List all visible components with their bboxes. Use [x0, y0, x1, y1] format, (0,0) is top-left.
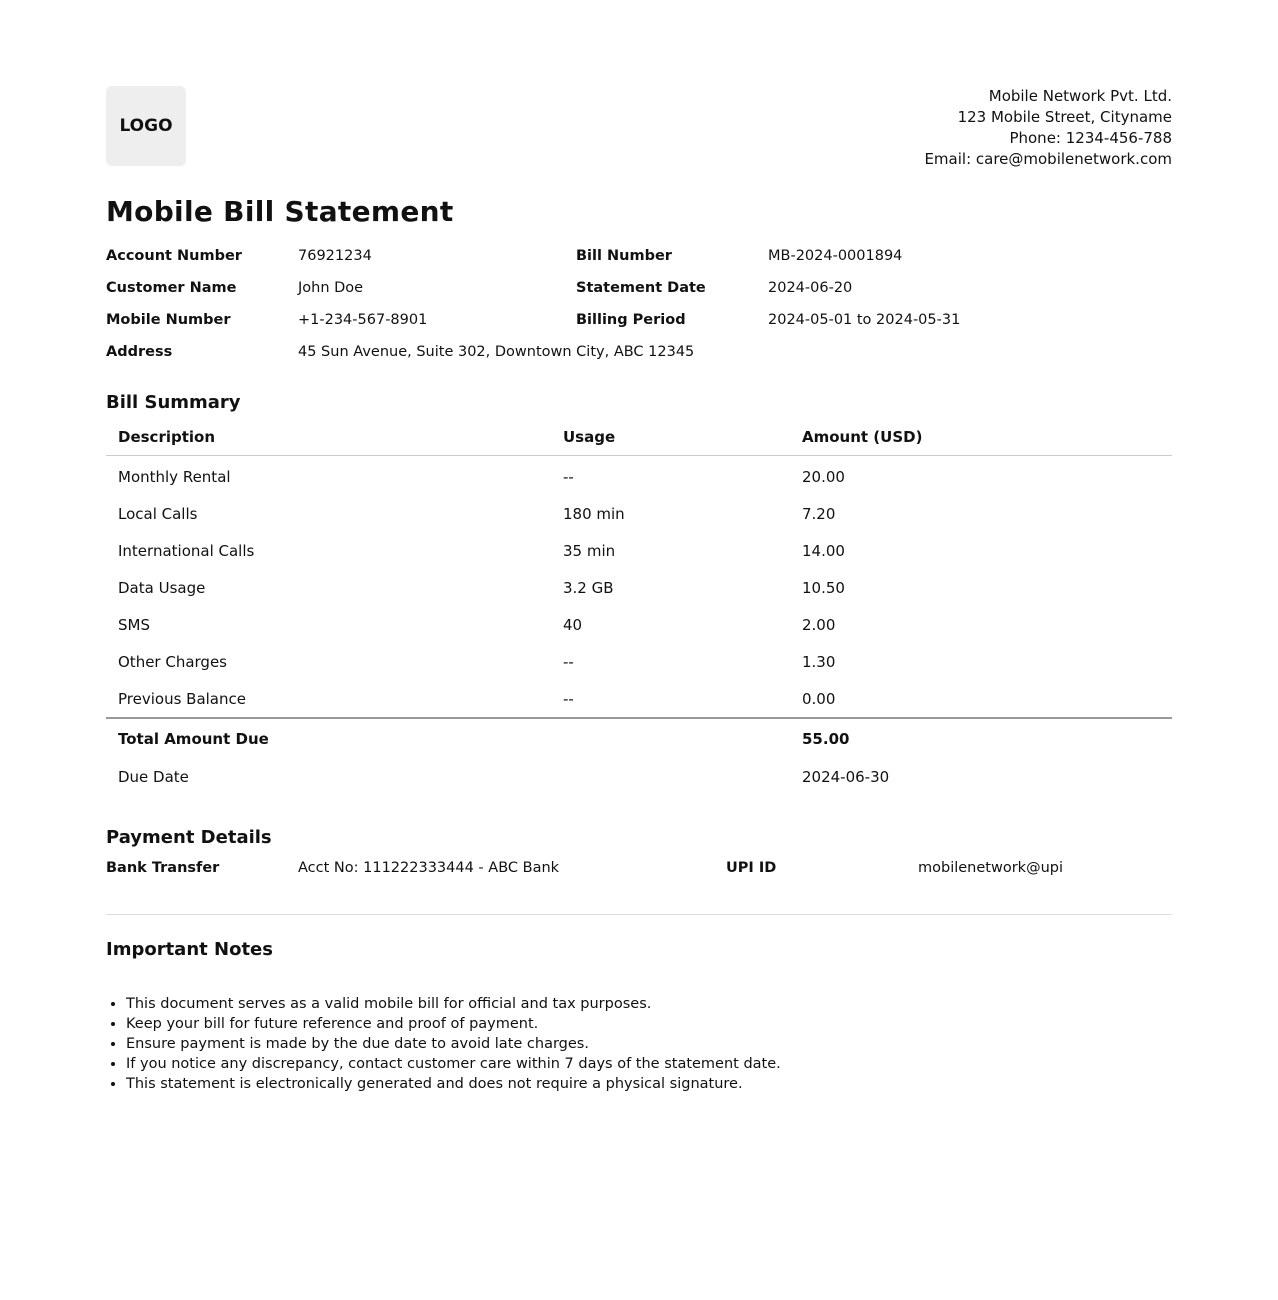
company-name: Mobile Network Pvt. Ltd. — [988, 87, 1172, 105]
address-value: 45 Sun Avenue, Suite 302, Downtown City, ABC 12345 — [298, 344, 695, 360]
row-usage: -- — [563, 467, 574, 486]
row-amount: 2.00 — [802, 615, 836, 634]
column-header-usage: Usage — [551, 427, 790, 456]
info-row — [106, 272, 1172, 304]
billing-period-value: 2024-05-01 to 2024-05-31 — [768, 312, 961, 328]
row-amount: 7.20 — [802, 504, 836, 523]
table-row — [106, 456, 1172, 496]
row-amount: 1.30 — [802, 652, 836, 671]
list-item: • This statement is electronically generated and does not require a physical signature. — [126, 1074, 1172, 1094]
company-logo: LOGO — [106, 86, 186, 166]
total-row — [106, 718, 1172, 758]
bill-summary-table — [106, 427, 1172, 795]
row-amount: 0.00 — [802, 689, 836, 708]
row-usage: -- — [563, 689, 574, 708]
important-notes-title: Important Notes — [106, 939, 273, 960]
row-description: Other Charges — [118, 652, 227, 671]
table-row — [106, 680, 1172, 718]
notes-list — [106, 994, 1172, 1094]
table-row — [106, 495, 1172, 532]
customer-name-label: Customer Name — [106, 280, 237, 296]
row-description: Previous Balance — [118, 689, 246, 708]
list-item: • If you notice any discrepancy, contact customer care within 7 days of the statement date. — [126, 1054, 1172, 1074]
company-street: 123 Mobile Street, Cityname — [957, 108, 1172, 126]
bill-number-label: Bill Number — [576, 248, 672, 264]
account-info — [106, 240, 1172, 368]
info-row — [106, 336, 1172, 368]
row-description: Local Calls — [118, 504, 198, 523]
info-row — [106, 240, 1172, 272]
company-phone: Phone: 1234-456-788 — [1009, 129, 1172, 147]
upi-id-value: mobilenetwork@upi — [918, 860, 1063, 876]
row-usage: 40 — [563, 615, 583, 634]
header — [106, 86, 1172, 166]
section-divider — [106, 914, 1172, 915]
bill-page — [106, 0, 1172, 1094]
payment-details-title: Payment Details — [106, 827, 272, 848]
due-date-label: Due Date — [118, 767, 189, 786]
address-label: Address — [106, 344, 173, 360]
table-row — [106, 606, 1172, 643]
mobile-number-value: +1-234-567-8901 — [298, 312, 428, 328]
row-usage: 35 min — [563, 541, 616, 560]
bill-summary-title: Bill Summary — [106, 392, 241, 413]
row-usage: -- — [563, 652, 574, 671]
row-description: Data Usage — [118, 578, 206, 597]
row-amount: 20.00 — [802, 467, 845, 486]
account-number-label: Account Number — [106, 248, 242, 264]
table-row — [106, 532, 1172, 569]
list-item: • Keep your bill for future reference and proof of payment. — [126, 1014, 1172, 1034]
upi-id-label: UPI ID — [726, 860, 777, 876]
due-date-value: 2024-06-30 — [802, 767, 890, 786]
row-description: SMS — [118, 615, 150, 634]
due-date-row — [106, 758, 1172, 795]
column-header-amount: Amount (USD) — [790, 427, 1172, 456]
bank-transfer-value: Acct No: 111222333444 - ABC Bank — [298, 860, 560, 876]
bill-number-value: MB-2024-0001894 — [768, 248, 903, 264]
table-row — [106, 569, 1172, 606]
table-row — [106, 643, 1172, 680]
list-item: • Ensure payment is made by the due date to avoid late charges. — [126, 1034, 1172, 1054]
account-number-value: 76921234 — [298, 248, 372, 264]
row-description: Monthly Rental — [118, 467, 231, 486]
total-usage-empty — [551, 718, 790, 758]
row-usage: 180 min — [563, 504, 625, 523]
billing-period-label: Billing Period — [576, 312, 686, 328]
list-item: • This document serves as a valid mobile bill for official and tax purposes. — [126, 994, 1172, 1014]
row-amount: 10.50 — [802, 578, 845, 597]
payment-row — [106, 848, 1172, 888]
column-header-description: Description — [106, 427, 551, 456]
info-row — [106, 304, 1172, 336]
table-header-row — [106, 427, 1172, 456]
row-amount: 14.00 — [802, 541, 845, 560]
bank-transfer-label: Bank Transfer — [106, 860, 220, 876]
total-amount: 55.00 — [790, 718, 1172, 758]
mobile-number-label: Mobile Number — [106, 312, 231, 328]
page-title: Mobile Bill Statement — [106, 195, 454, 228]
statement-date-label: Statement Date — [576, 280, 706, 296]
total-label: Total Amount Due — [106, 718, 551, 758]
row-usage: 3.2 GB — [563, 578, 614, 597]
customer-name-value: John Doe — [298, 280, 364, 296]
company-info — [924, 86, 1172, 170]
row-description: International Calls — [118, 541, 255, 560]
statement-date-value: 2024-06-20 — [768, 280, 853, 296]
due-date-usage-empty — [551, 758, 790, 795]
company-email: Email: care@mobilenetwork.com — [924, 150, 1172, 168]
